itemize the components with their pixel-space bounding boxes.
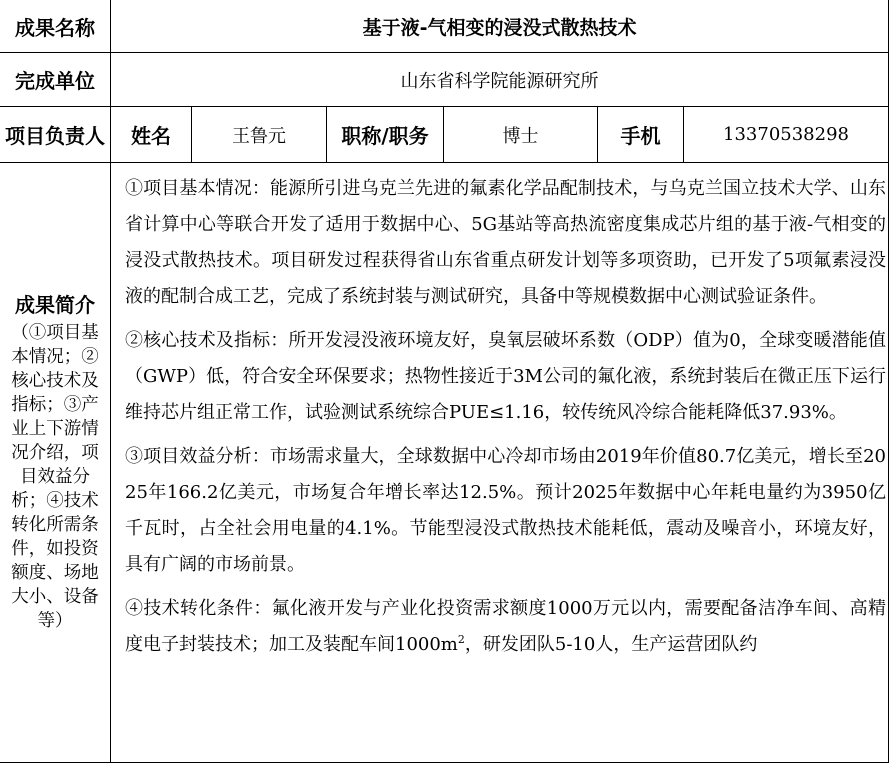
result-name-value: 基于液-气相变的浸没式散热技术 bbox=[111, 0, 889, 53]
summary-row bbox=[0, 163, 889, 763]
result-name-label: 成果名称 bbox=[0, 0, 111, 53]
paragraph-core-tech: ②核心技术及指标：所开发浸没液环境友好，臭氧层破坏系数（ODP）值为0，全球变暖潜能值（GWP）低，符合安全环保要求；热物性接近于3M公司的氟化液，系统封装后在微正压下运行维持芯片组正常工作，试验测试系统综合PUE≤1.16，较传统风冷综合能耗降低37.93%。 bbox=[125, 330, 887, 423]
summary-body-cell bbox=[111, 163, 889, 763]
name-label: 姓名 bbox=[111, 107, 192, 163]
leader-label: 项目负责人 bbox=[0, 107, 111, 163]
paragraph-transfer-conditions bbox=[125, 591, 886, 663]
name-value: 王鲁元 bbox=[192, 107, 327, 163]
square-superscript: 2 bbox=[457, 633, 465, 646]
summary-side-cell bbox=[0, 163, 111, 763]
transfer-text-part2: ，研发团队5-10人，生产运营团队约 bbox=[464, 634, 758, 655]
paragraph-benefit-analysis: ③项目效益分析：市场需求量大，全球数据中心冷却市场由2019年价值80.7亿美元，增长至2025年166.2亿美元，市场复合年增长率达12.5%。预计2025年数据中心年耗电量约为3950亿千瓦时，占全社会用电量的4.1%。节能型浸没式散热技术能耗低，震动及噪音小，环境友好，具有广阔的市场前景。 bbox=[125, 446, 887, 575]
summary-note: （①项目基本情况；②核心技术及指标；③产业上下游情况介绍，项目效益分析；④技术转化所需条件，如投资额度、场地大小、设备等） bbox=[11, 322, 99, 631]
transfer-text-part1: ④技术转化条件：氟化液开发与产业化投资需求额度1000万元以内，需要配备洁净车间、高精度电子封装技术；加工及装配车间1000m bbox=[125, 598, 887, 655]
title-value: 博士 bbox=[444, 107, 598, 163]
leader-row bbox=[0, 107, 889, 163]
phone-label: 手机 bbox=[598, 107, 684, 163]
unit-row bbox=[0, 53, 889, 107]
summary-label: 成果简介 bbox=[15, 292, 95, 317]
unit-value: 山东省科学院能源研究所 bbox=[111, 53, 889, 107]
paragraph-basic-info: ①项目基本情况：能源所引进乌克兰先进的氟素化学品配制技术，与乌克兰国立技术大学、山东省计算中心等联合开发了适用于数据中心、5G基站等高热流密度集成芯片组的基于液-气相变的浸没式散热技术。项目研发过程获得省山东省重点研发计划等多项资助，已开发了5项氟素浸没液的配制合成工艺，完成了系统封装与测试研究，具备中等规模数据中心测试验证条件。 bbox=[125, 178, 887, 307]
title-label: 职称/职务 bbox=[327, 107, 444, 163]
result-name-row bbox=[0, 0, 889, 53]
unit-label: 完成单位 bbox=[0, 53, 111, 107]
phone-value: 13370538298 bbox=[684, 107, 889, 163]
